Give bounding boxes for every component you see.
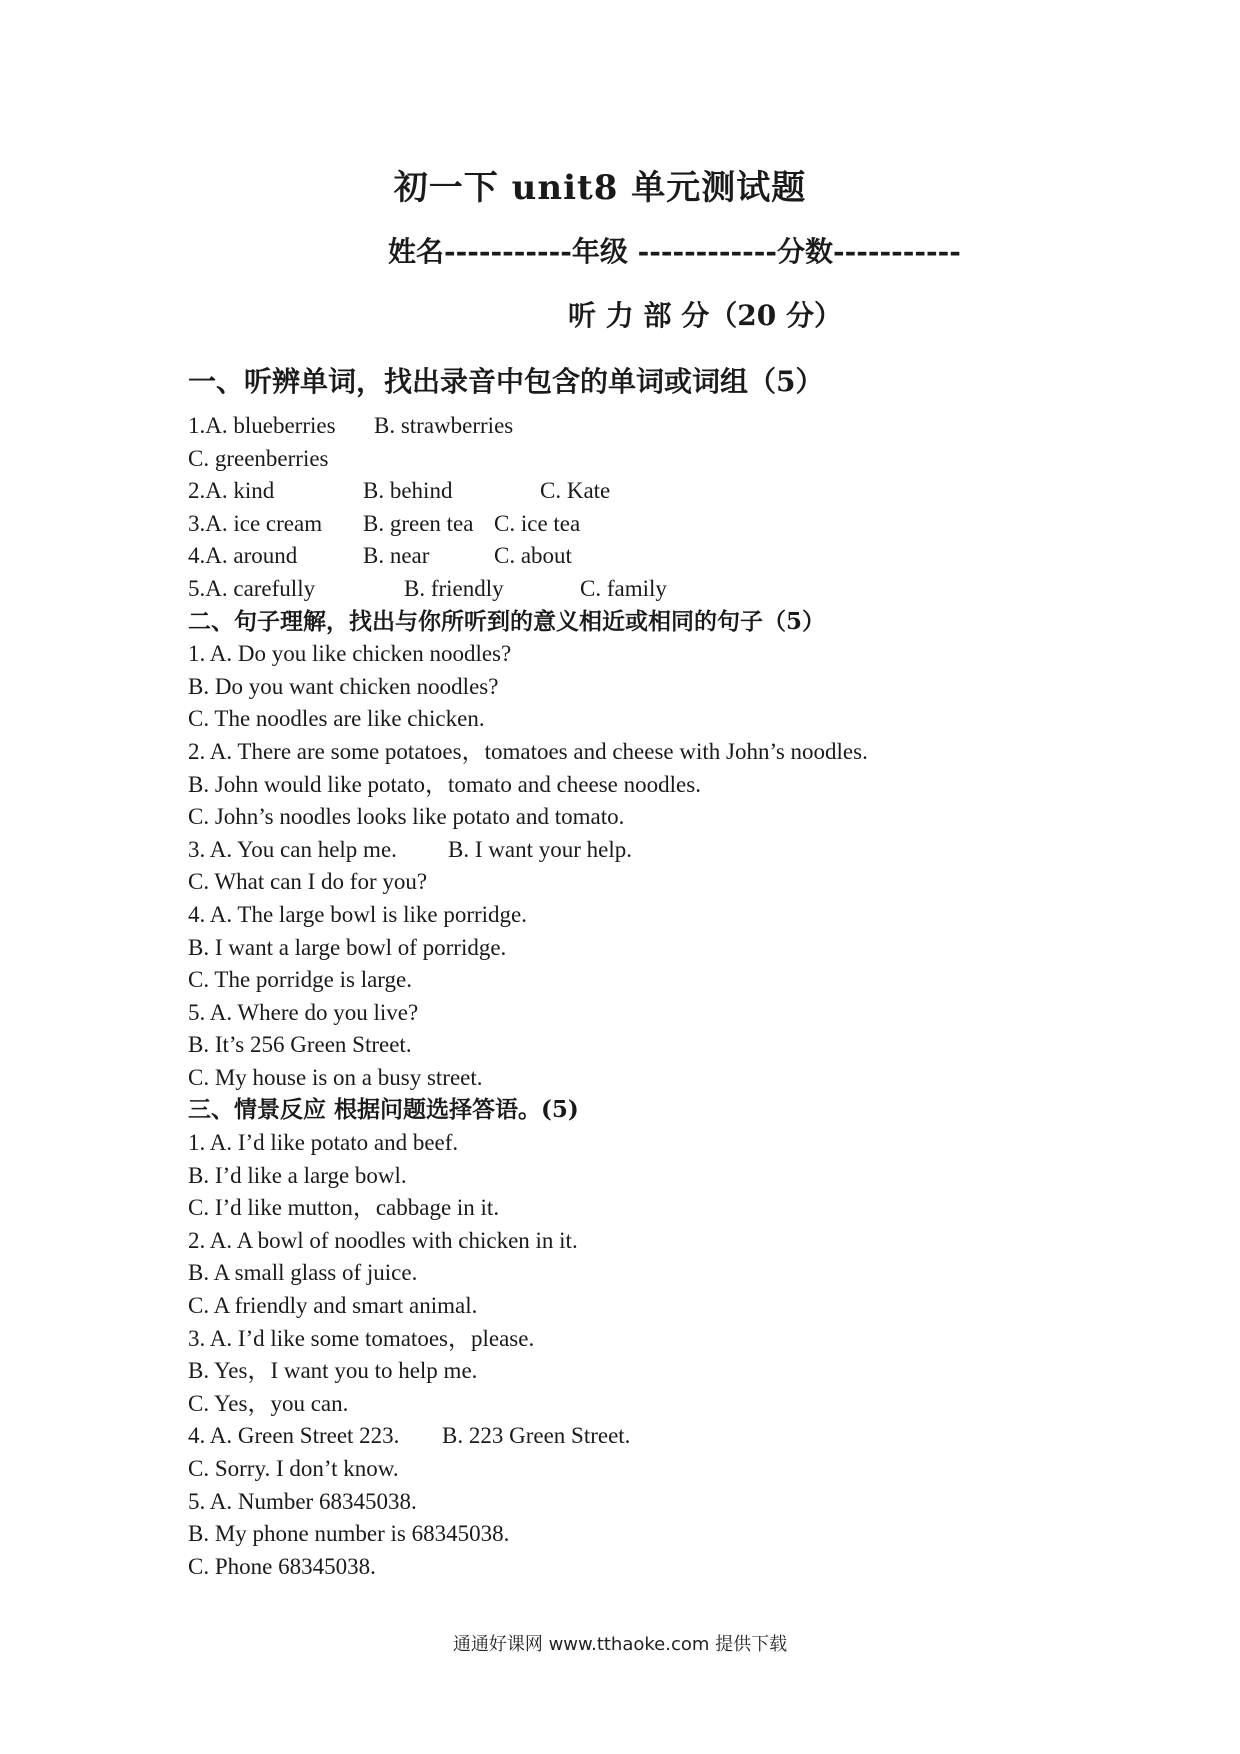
option-c: C. about [494, 543, 572, 569]
question-row [188, 443, 1188, 476]
question-row [188, 508, 1188, 541]
option-b: B. 223 Green Street. [442, 1423, 631, 1449]
listening-part-header: 听 力 部 分（20 分） [568, 299, 842, 332]
sentence-line: 5. A. Where do you live? [188, 999, 419, 1025]
footer-credit: 通通好课网 www.tthaoke.com 提供下载 [452, 1634, 788, 1655]
section1-title: 一、听辨单词，找出录音中包含的单词或词组（5） [188, 365, 824, 398]
student-info-line: 姓名-----------年级 ------------分数----------- [388, 235, 961, 268]
option-a: 5.A. carefully [188, 575, 316, 601]
option-c: C. ice tea [494, 510, 581, 536]
sentence-line: B. I want a large bowl of porridge. [188, 934, 507, 960]
question-row [188, 1420, 1188, 1453]
option-a: 4. A. Green Street 223. [188, 1423, 400, 1449]
sentence-line: B. My phone number is 68345038. [188, 1521, 510, 1547]
sentence-line: C. A friendly and smart animal. [188, 1293, 478, 1319]
option-c: C. greenberries [188, 445, 329, 471]
question-row [188, 410, 1188, 443]
sentence-line: B. A small glass of juice. [188, 1260, 418, 1286]
option-b: B. friendly [404, 575, 504, 601]
sentence-line: B. Yes，I want you to help me. [188, 1358, 478, 1384]
sentence-line: B. John would like potato，tomato and cheese noodles. [188, 771, 701, 797]
question-row [188, 573, 1188, 606]
option-b: B. near [363, 543, 430, 569]
sentence-line: C. Sorry. I don’t know. [188, 1456, 399, 1481]
option-b: B. strawberries [374, 413, 514, 438]
exam-content [188, 410, 1188, 1583]
sentence-line: C. Phone 68345038. [188, 1553, 376, 1579]
sentence-line: C. The noodles are like chicken. [188, 706, 485, 732]
sentence-line: C. The porridge is large. [188, 967, 412, 993]
option-a: 1.A. blueberries [188, 413, 336, 438]
sentence-line: 2. A. There are some potatoes，tomatoes and cheese with John’s noodles. [188, 738, 868, 764]
sentence-line: C. I’d like mutton，cabbage in it. [188, 1195, 500, 1221]
sentence-line: 3. A. I’d like some tomatoes，please. [188, 1325, 535, 1351]
option-a: 3. A. You can help me. [188, 836, 397, 862]
sentence-line: C. John’s noodles looks like potato and tomato. [188, 804, 625, 830]
sentence-line: B. I’d like a large bowl. [188, 1162, 407, 1188]
option-b: B. green tea [363, 510, 474, 536]
question-row [188, 834, 1188, 867]
sentence-line: B. Do you want chicken noodles? [188, 673, 499, 699]
sentence-line: 1. A. I’d like potato and beef. [188, 1130, 459, 1156]
question-row [188, 475, 1188, 508]
section3-title: 三、情景反应 根据问题选择答语。(5) [188, 1096, 579, 1124]
sentence-line: C. Yes，you can. [188, 1390, 349, 1416]
section2-title: 二、句子理解，找出与你所听到的意义相近或相同的句子（5） [188, 607, 826, 635]
option-b: B. I want your help. [448, 836, 632, 862]
sentence-line: 1. A. Do you like chicken noodles? [188, 641, 512, 667]
page-title: 初一下 unit8 单元测试题 [393, 168, 807, 208]
option-a: 3.A. ice cream [188, 510, 323, 536]
sentence-line: 2. A. A bowl of noodles with chicken in it. [188, 1227, 578, 1253]
sentence-line: B. It’s 256 Green Street. [188, 1032, 412, 1058]
question-row [188, 540, 1188, 573]
sentence-line: C. My house is on a busy street. [188, 1064, 483, 1090]
option-a: 4.A. around [188, 543, 298, 569]
option-a: 2.A. kind [188, 478, 275, 504]
sentence-line: C. What can I do for you? [188, 869, 428, 895]
option-c: C. Kate [540, 478, 611, 504]
option-c: C. family [580, 575, 667, 601]
option-b: B. behind [363, 478, 453, 504]
sentence-line: 4. A. The large bowl is like porridge. [188, 901, 527, 927]
sentence-line: 5. A. Number 68345038. [188, 1488, 417, 1514]
